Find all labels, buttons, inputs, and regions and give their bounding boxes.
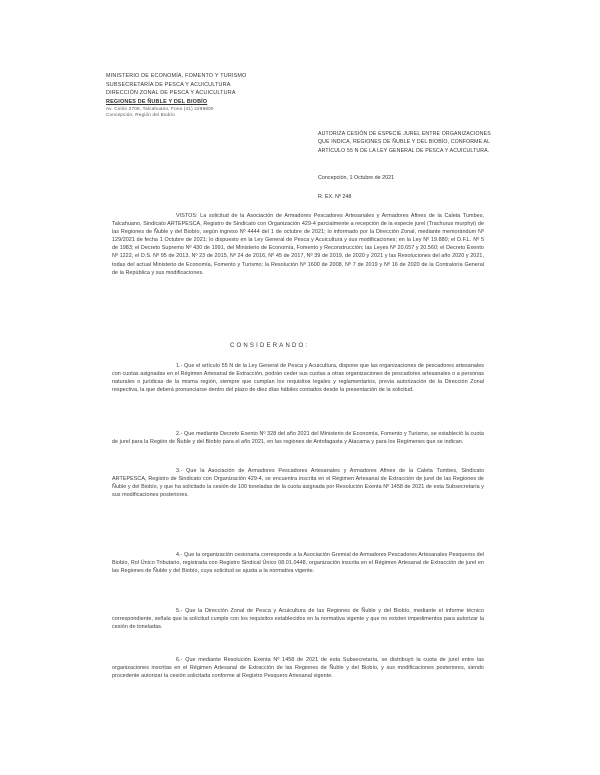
ministry-name: MINISTERIO DE ECONOMÍA, FOMENTO Y TURISMO (106, 73, 247, 79)
vistos-paragraph: VISTOS: La solicitud de la Asociación de Armadores Pescadores Artesanales y Armadores Afines de la Caleta Tumbes, Talcahuano, Sindicato ARTEPESCA, Registro de Sindicato con Organización 429-4 parcialmente a recepción de la especie jurel (Trachurus murphyi) de las Regiones de Ñuble y del Biobío, según ingreso Nº 4444 del 1 de octubre de 2021; lo informado por la Dirección Zonal, mediante memorándum Nº 129/2021 de fecha 1 Octubre de 2021; lo dispuesto en la Ley General de Pesca y Acuicultura y sus modificaciones; en la Ley Nº 19.880; el D.F.L. Nº 5 de 1983; el Decreto Supremo Nº 430 de 1991, del Ministerio de Economía, Fomento y Reconstrucción; las Leyes Nº 20.657 y 20.560; el Decreto Exento Nº 1222, el D.S. Nº 95 de 2013, Nº 23 de 2015, Nº 24 de 2016, Nº 45 de 2017, Nº 39 de 2019, de 2020 y 2021 y las Resoluciones del año 2020 y 2021, todas del actual Ministerio de Economía, Fomento y Turismo; la Resolución Nº 1600 de 2008, Nº 7 de 2019 y Nº 16 de 2020 de la Contraloría General de la República y sus modificaciones. (112, 213, 484, 276)
resolution-subject: AUTORIZA CESIÓN DE ESPECIE JUREL ENTRE ORGANIZACIONES QUE INDICA, REGIONES DE ÑUBLE Y DEL BIOBÍO, CONFORME AL ARTÍCULO 55 N DE LA LEY GENERAL DE PESCA Y ACUICULTURA. (318, 131, 491, 154)
letterhead (106, 72, 326, 118)
regions-name: REGIONES DE ÑUBLE Y DEL BIOBÍO (106, 98, 208, 105)
address-line-1: Av. Colón 2706, Talcahuano, Fono (41) 2298800 (106, 106, 214, 112)
considerando-paragraph-5: 5.- Que la Dirección Zonal de Pesca y Acuicultura de las Regiones de Ñuble y del Biobío, mediante el informe técnico correspondiente, señala que la solicitud cumple con los requisitos establecidos en la normativa vigente y que no existen impedimentos para autorizar la cesión de toneladas. (112, 608, 484, 631)
subsecretary-name: SUBSECRETARÍA DE PESCA Y ACUICULTURA (106, 81, 231, 88)
resolution-number: R. EX. Nº 248 (318, 194, 352, 200)
considerando-paragraph-6: 6.- Que mediante Resolución Exenta Nº 1458 de 2021 de esta Subsecretaría, se distribuyó la cuota de jurel entre las organizaciones inscritas en el Régimen Artesanal de Extracción de las Regiones de Ñuble y del Biobío, y sus modificaciones posteriores, siendo procedente autorizar la cesión solicitada conforme al Registro Pesquero Artesanal vigente. (112, 657, 484, 680)
considerando-paragraph-3: 3.- Que la Asociación de Armadores Pescadores Artesanales y Armadores Afines de la Caleta Tumbes, Sindicato ARTEPESCA, Registro de Sindicato con Organización 429-4, se encuentra inscrita en el Régimen Artesanal de Extracción de jurel de las Regiones de Ñuble y del Biobío, y que ha solicitado la cesión de 100 toneladas de la cuota asignada por Resolución Exenta Nº 1458 de 2021 de esta Subsecretaría y sus modificaciones posteriores. (112, 468, 484, 499)
considerando-paragraph-4: 4.- Que la organización cesionaria corresponde a la Asociación Gremial de Armadores Pescadores Artesanales Pesqueros del Biobío, Rol Único Tributario, registrada con Registro Sindical Único 08.01.0448, organización inscrita en el Régimen Artesanal de Extracción de jurel en las Regiones de Ñuble y del Biobío, cuya solicitud se ajusta a la normativa vigente. (112, 552, 484, 575)
address-line-2: Concepción, Región del Biobío (106, 112, 175, 118)
considerando-paragraph-2: 2.- Que mediante Decreto Exento Nº 328 del año 2021 del Ministerio de Economía, Fomento y Turismo, se estableció la cuota de jurel para la Región de Ñuble y del Biobío para el año 2021, en las regiones de Antofagasta y Atacama y para los Regímenes que se indican. (112, 431, 484, 446)
zonal-direction-name: DIRECCIÓN ZONAL DE PESCA Y ACUICULTURA (106, 90, 236, 97)
place-and-date: Concepción, 1 Octubre de 2021 (318, 175, 395, 181)
considerando-heading: CONSIDERANDO: (230, 343, 310, 349)
considerando-paragraph-1: 1.- Que el artículo 55 N de la Ley General de Pesca y Acuicultura, dispone que las organizaciones de pescadores artesanales con cuotas asignadas en el Régimen Artesanal de Extracción, podrán ceder sus cuotas a otras organizaciones de pescadores artesanales o a personas naturales o jurídicas de la misma región, siempre que cumplan los requisitos legales y reglamentarios, previa autorización de la Dirección Zonal respectiva, la que deberá pronunciarse dentro del plazo de diez días hábiles contados desde la presentación de la solicitud. (112, 363, 484, 394)
